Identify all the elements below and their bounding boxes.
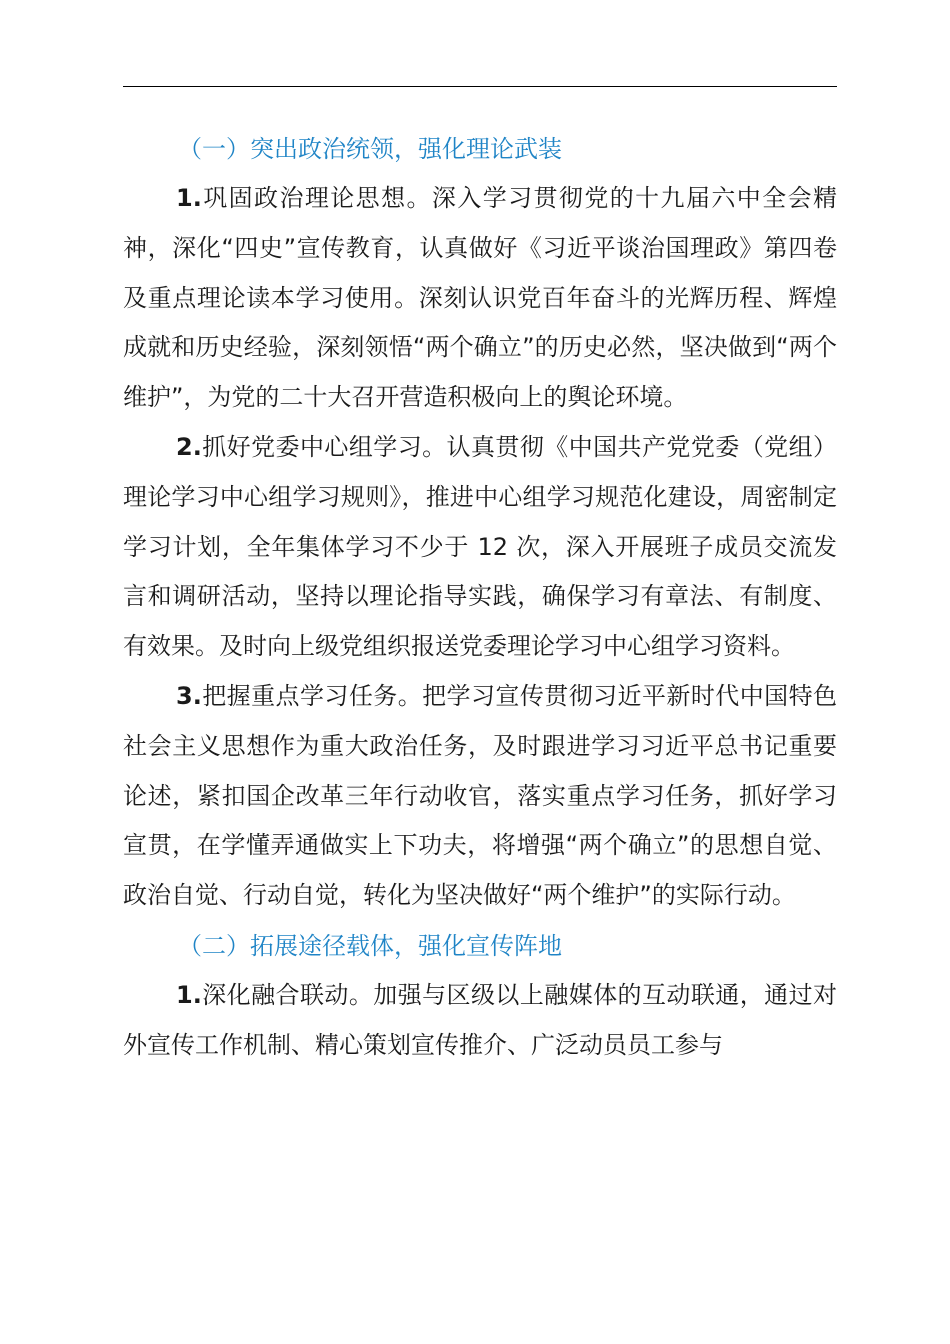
paragraph-1-3: [123, 672, 837, 921]
item-number: 3.: [176, 681, 202, 710]
paragraph-1-1: [123, 174, 837, 423]
header-rule: [123, 86, 837, 87]
item-number: 1.: [176, 980, 202, 1009]
document-body: [123, 124, 837, 1071]
item-number: 1.: [176, 184, 202, 212]
paragraph-text: 巩固政治理论思想。深入学习贯彻党的十九届六中全会精神，深化“四史”宣传教育，认真做好《习近平谈治国理政》第四卷及重点理论读本学习使用。深刻认识党百年奋斗的光辉历程、辉煌成就和历史经验，深刻领悟“两个确立”的历史必然，坚决做到“两个维护”，为党的二十大召开营造积极向上的舆论环境。: [123, 184, 837, 412]
paragraph-1-2: [123, 423, 837, 672]
section-heading-2: （二）拓展途径载体，强化宣传阵地: [178, 931, 562, 960]
paragraph-text: 把握重点学习任务。把学习宣传贯彻习近平新时代中国特色社会主义思想作为重大政治任务，及时跟进学习习近平总书记重要论述，紧扣国企改革三年行动收官，落实重点学习任务，抓好学习宣贯，在学懂弄通做实上下功夫，将增强“两个确立”的思想自觉、政治自觉、行动自觉，转化为坚决做好“两个维护”的实际行动。: [123, 681, 837, 910]
paragraph-text: 深化融合联动。加强与区级以上融媒体的互动联通，通过对外宣传工作机制、精心策划宣传推介、广泛动员员工参与: [123, 980, 837, 1059]
item-number: 2.: [176, 432, 202, 461]
section-heading-1: （一）突出政治统领，强化理论武装: [178, 135, 562, 163]
paragraph-text: 抓好党委中心组学习。认真贯彻《中国共产党党委（党组）理论学习中心组学习规则》，推进中心组学习规范化建设，周密制定学习计划，全年集体学习不少于 12 次，深入开展班子成员交流发言和调研活动，坚持以理论指导实践，确保学习有章法、有制度、有效果。及时向上级党组织报送党委理论学习中心组学习资料。: [123, 432, 837, 661]
paragraph-2-1: [123, 971, 837, 1071]
